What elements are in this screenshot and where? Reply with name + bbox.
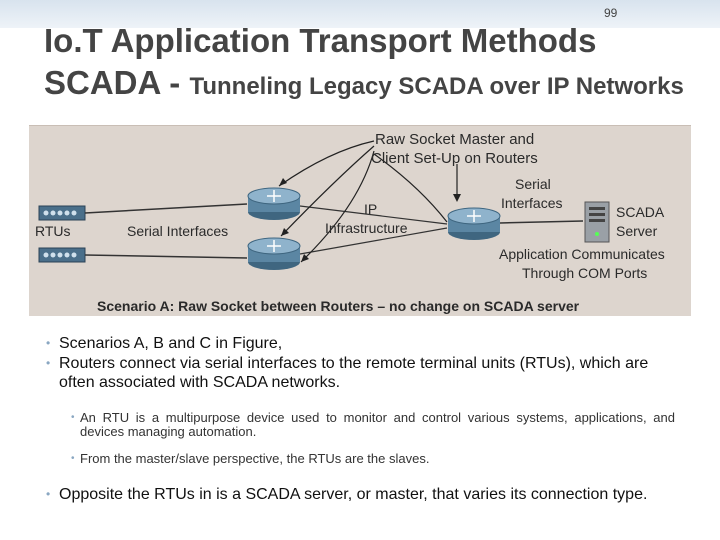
label-infrastructure: Infrastructure [325,220,408,236]
label-scada-line-1: SCADA [616,204,665,220]
title-line-2-rest: Tunneling Legacy SCADA over IP Networks [189,73,684,100]
router-left-bottom-icon [248,238,300,270]
sub-bullet-item-2: • From the master/slave perspective, the RTUs are the slaves. [71,452,675,466]
sub-bullet-item-1: • An RTU is a multipurpose device used to monitor and control various systems, applications, and devices managing automation. [71,411,675,439]
label-master-line-1: Raw Socket Master and [375,131,535,148]
bullet-list [50,334,675,505]
scada-server-icon [585,202,609,242]
label-rtus: RTUs [35,223,71,239]
label-app-line-2: Through COM Ports [522,265,648,281]
bullet-item-1: • Scenarios A, B and C in Figure, [50,334,675,353]
router-left-top-icon [248,188,300,220]
label-serial-right-line-1: Serial [515,176,551,192]
title-line-1: Io.T Application Transport Methods [44,22,597,59]
label-master-line-2: Client Set-Up on Routers [371,150,538,167]
slide-title [44,20,684,108]
router-right-icon [448,208,500,240]
rtu-device-bottom [39,248,85,262]
label-ip: IP [364,201,378,217]
bullet-item-3: • Opposite the RTUs in is a SCADA server, or master, that varies its connection type. [50,485,675,504]
label-serial-left: Serial Interfaces [127,223,229,239]
title-line-2-prefix: SCADA - [44,64,190,101]
page-number: 99 [604,6,618,20]
label-scada-line-2: Server [616,223,658,239]
label-serial-right-line-2: Interfaces [501,195,563,211]
rtu-device-top [39,206,85,220]
bullet-item-2: • Routers connect via serial interfaces to the remote terminal units (RTUs), which are often associated with SCADA networks. [50,354,675,392]
label-app-line-1: Application Communicates [499,246,665,262]
scada-diagram [29,125,691,316]
figure-caption: Scenario A: Raw Socket between Routers – no change on SCADA server [97,298,580,314]
